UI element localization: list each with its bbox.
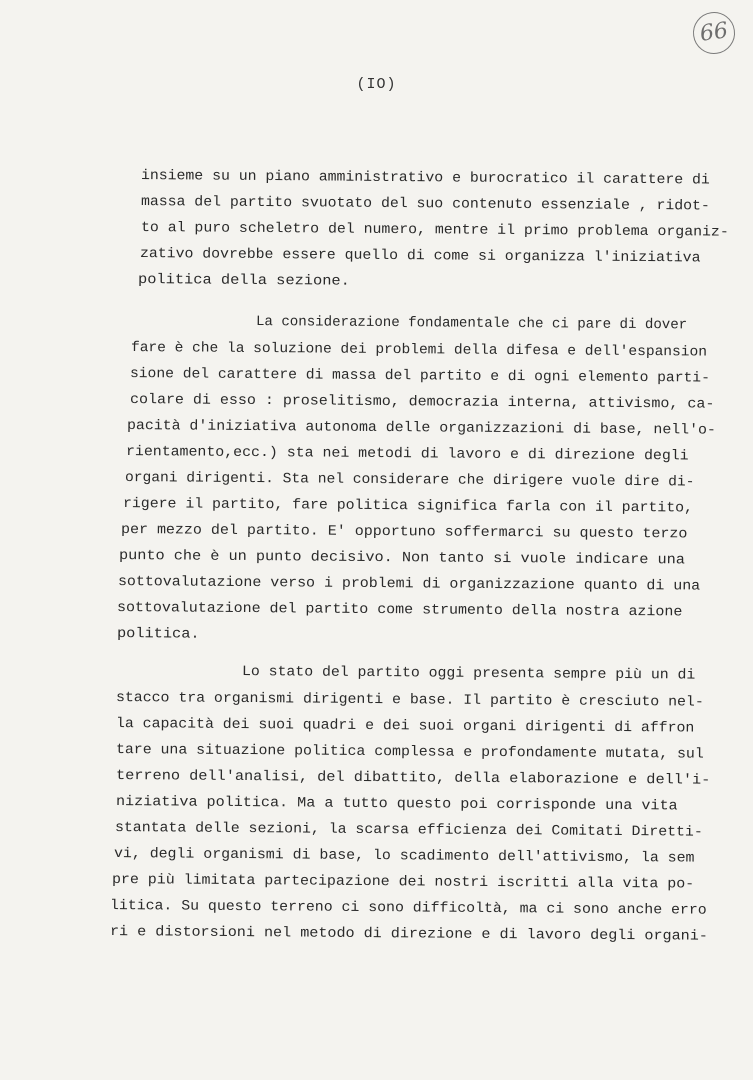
text-line: niziativa politica. Ma a tutto questo poi corrisponde una vita xyxy=(115,794,678,815)
text-line: colare di esso : proselitismo, democrazia interna, attivismo, ca- xyxy=(129,392,715,413)
text-line: politica della sezione. xyxy=(137,272,350,290)
text-line: stacco tra organismi dirigenti e base. Il partito è cresciuto nel- xyxy=(115,690,704,711)
text-line: litica. Su questo terreno ci sono difficoltà, ma ci sono anche erro xyxy=(109,898,707,919)
text-line: pre più limitata partecipazione dei nostri iscritti alla vita po- xyxy=(111,872,695,893)
text-line: zativo dovrebbe essere quello di come si organizza l'iniziativa xyxy=(139,246,701,267)
page-stamp: 66 xyxy=(690,9,737,56)
text-line: punto che è un punto decisivo. Non tanto si vuole indicare una xyxy=(118,548,685,569)
text-line: tare una situazione politica complessa e profondamente mutata, sul xyxy=(115,742,704,763)
text-line: politica. xyxy=(116,626,200,643)
text-line: sottovalutazione verso i problemi di organizzazione quanto di una xyxy=(117,574,701,595)
text-line: sottovalutazione del partito come strumento della nostra azione xyxy=(116,600,683,621)
text-line: terreno dell'analisi, del dibattito, della elaborazione e dell'i- xyxy=(115,768,711,789)
text-line: sione del carattere di massa del partito e di ogni elemento parti- xyxy=(129,366,710,387)
text-line: vi, degli organismi di base, lo scadimento dell'attivismo, la sem xyxy=(113,846,695,867)
text-line: pacità d'iniziativa autonoma delle organizzazioni di base, nell'o- xyxy=(126,418,716,439)
text-line: Lo stato del partito oggi presenta sempre più un di xyxy=(241,664,696,684)
text-line: to al puro scheletro del numero, mentre il primo problema organiz- xyxy=(140,220,729,241)
text-line: La considerazione fondamentale che ci pare di dover xyxy=(255,314,688,334)
text-line: organi dirigenti. Sta nel considerare che dirigere vuole dire di- xyxy=(124,470,695,491)
text-line: la capacità dei suoi quadri e dei suoi organi dirigenti di affron xyxy=(115,716,695,737)
text-line: ri e distorsioni nel metodo di direzione e di lavoro degli organi- xyxy=(109,924,708,945)
page-number: (IO) xyxy=(356,76,397,93)
text-line: per mezzo del partito. E' opportuno soffermarci su questo terzo xyxy=(120,522,688,543)
text-line: stantata delle sezioni, la scarsa efficienza dei Comitati Diretti- xyxy=(114,820,703,841)
text-line: fare è che la soluzione dei problemi della difesa e dell'espansion xyxy=(130,340,708,361)
text-line: massa del partito svuotato del suo contenuto essenziale , ridot- xyxy=(140,194,710,215)
text-line: insieme su un piano amministrativo e burocratico il carattere di xyxy=(140,168,710,189)
text-line: rigere il partito, fare politica significa farla con il partito, xyxy=(122,496,694,517)
text-line: rientamento,ecc.) sta nei metodi di lavoro e di direzione degli xyxy=(125,444,689,465)
